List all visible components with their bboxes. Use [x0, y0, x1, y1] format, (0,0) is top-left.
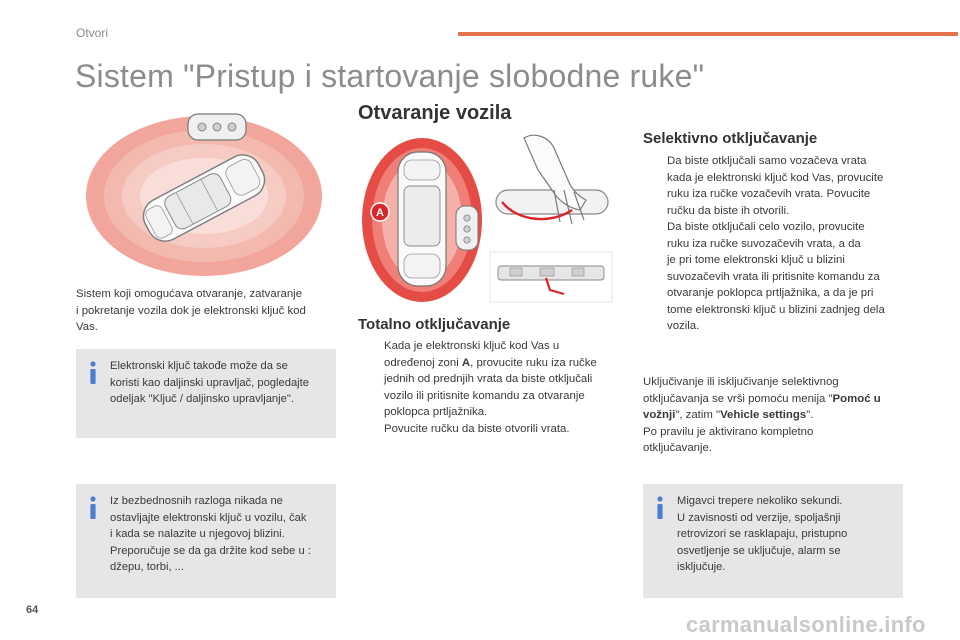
- section-heading-selective-unlock: Selektivno otključavanje: [643, 130, 818, 147]
- key-fob-icon: [456, 206, 478, 250]
- car-zone-illustration: [84, 106, 322, 276]
- info-box-safety: Iz bezbednosnih razloga nikada ne ostavljajte elektronski ključ u vozilu, čak i kada se nalazite u njegovoj blizini. Preporučuje se da ga držite kod sebe u : džepu, torbi, ...: [76, 484, 336, 598]
- page-title: Sistem "Pristup i startovanje slobodne ruke": [75, 58, 705, 94]
- info-box-mirrors: Migavci trepere nekoliko sekundi. U zavisnosti od verzije, spoljašnji retrovizori se rasklapaju, pristupno osvetljenje se uključuje, alarm se isključuje.: [643, 484, 903, 598]
- list-item: Da biste otključali samo vozačeva vrata kada je elektronski ključ kod Vas, provucite ruku iza ručke vozačevih vrata. Povucite ručku da biste ih otvorili.: [667, 155, 884, 217]
- info-icon: [655, 496, 665, 520]
- hand-door-handle-illustration: [488, 130, 614, 242]
- list-item: Kada je elektronski ključ kod Vas u određenoj zoni A, provucite ruku iza ručke jednih od prednjih vrata da biste otključali vozilo ili pritisnite komandu za otvaranje poklopca prtljažnika. Povucite ručku da biste otvorili vrata.: [384, 340, 597, 435]
- section-label: Otvori: [76, 26, 109, 40]
- selective-unlock-list: [643, 153, 905, 335]
- header-accent-bar: [458, 32, 958, 36]
- svg-text:A: A: [376, 207, 384, 219]
- key-fob-icon: [188, 114, 246, 140]
- page-number: 64: [26, 604, 39, 616]
- total-unlock-list: [360, 338, 622, 437]
- list-item: Da biste otključali celo vozilo, provucite ruku iza ručke suvozačevih vrata, a da je pri tome elektronski ključ u blizini suvozačevih vrata ili pritisnite komandu za otvaranje poklopca prtljažnika, a da je pri tome elektronski ključ u blizini zadnjeg dela vozila.: [667, 221, 885, 332]
- watermark: carmanualsonline.info: [686, 612, 926, 637]
- car-zone-a-illustration: [360, 136, 484, 304]
- info-icon: [88, 496, 98, 520]
- section-heading-opening: Otvaranje vozila: [358, 102, 512, 124]
- section-heading-total-unlock: Totalno otključavanje: [358, 316, 511, 333]
- trunk-control-illustration: [488, 250, 614, 304]
- selective-settings-text: Uključivanje ili isključivanje selektivnog otključavanja se vrši pomoću menija "Pomoć u vožnji", zatim "Vehicle settings". Po pravilu je aktivirano kompletno otključavanje.: [643, 376, 881, 454]
- zone-a-marker: [371, 203, 389, 221]
- info-icon: [88, 361, 98, 385]
- intro-text: Sistem koji omogućava otvaranje, zatvaranje i pokretanje vozila dok je elektronski ključ kod Vas.: [76, 288, 306, 333]
- info-box-key-remote: Elektronski ključ takođe može da se koristi kao daljinski upravljač, pogledajte odeljak "Ključ / daljinsko upravljanje".: [76, 349, 336, 438]
